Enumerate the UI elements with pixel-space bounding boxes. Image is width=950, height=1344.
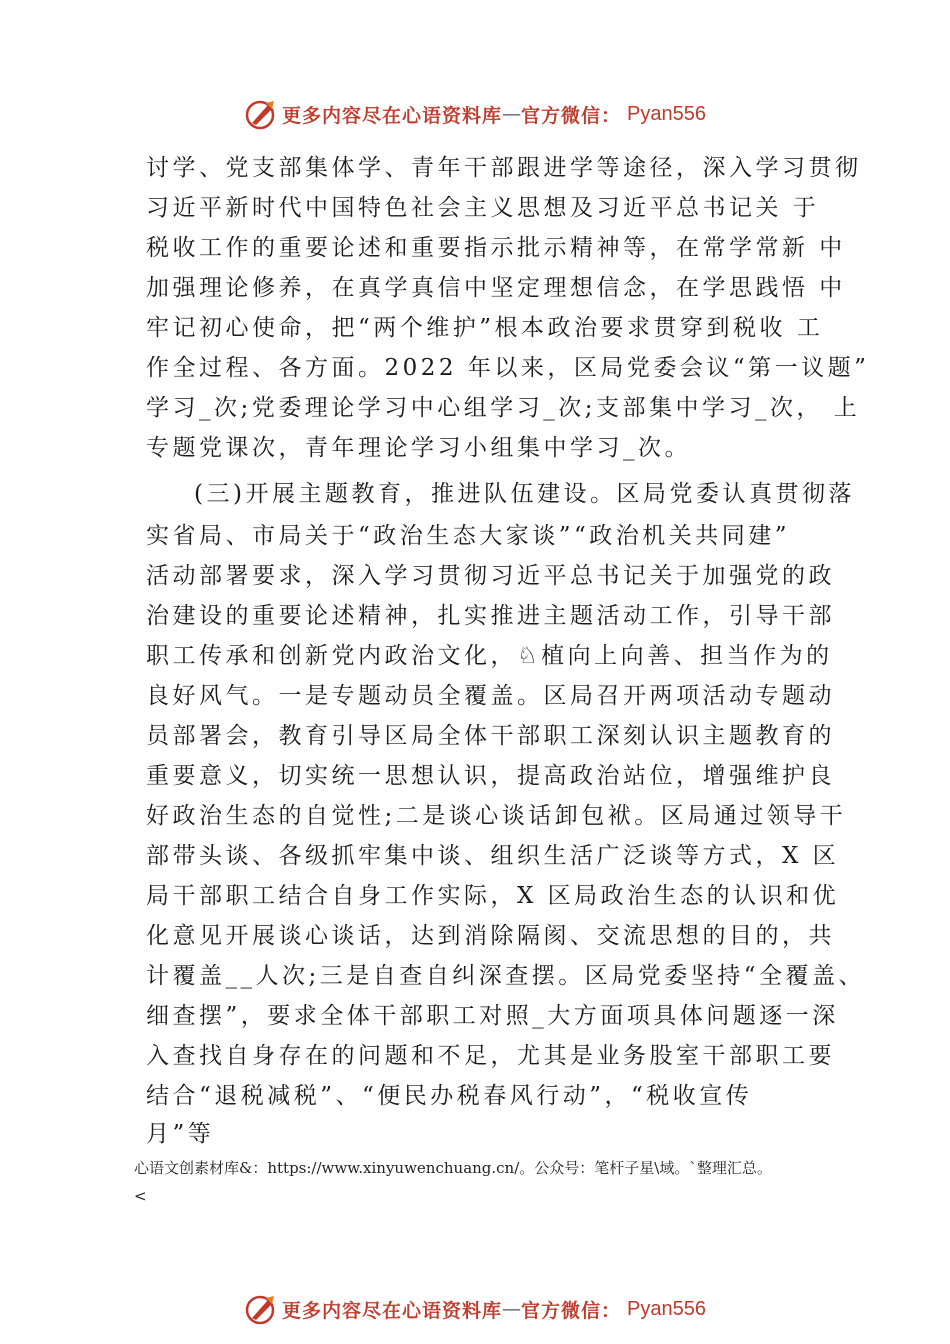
paragraph-line: 月”等 [146, 1121, 215, 1147]
banner-wechat-id: Pyan556 [627, 102, 706, 125]
paragraph-line: 部带头谈、各级抓牢集中谈、组织生活广泛谈等方式，X 区 [146, 843, 840, 869]
section-heading-line: (三)开展主题教育，推进队伍建设。区局党委认真贯彻落 [194, 481, 855, 507]
paragraph-line: 职工传承和创新党内政治文化，♘植向上向善、担当作为的 [146, 643, 833, 669]
paragraph-line: 学习_次;党委理论学习中心组学习_次;支部集中学习_次， 上 [146, 395, 861, 421]
pen-nib-logo [244, 1292, 278, 1326]
paragraph-line: 局干部职工结合自身工作实际，X 区局政治生态的认识和优 [146, 883, 840, 909]
banner-title: 更多内容尽在心语资料库 [282, 1299, 503, 1322]
paragraph-line: 税收工作的重要论述和重要指示批示精神等，在常学常新 中 [146, 235, 846, 261]
paragraph-line: 实省局、市局关于“政治生态大家谈”“政治机关共同建” [146, 523, 791, 549]
paragraph-line: 牢记初心使命，把“两个维护”根本政治要求贯穿到税收 工 [146, 315, 824, 341]
paragraph-line: 活动部署要求，深入学习贯彻习近平总书记关于加强党的政 [146, 563, 835, 589]
paragraph-line: 结合“退税减税”、“便民办税春风行动”，“税收宣传 [146, 1083, 753, 1109]
paragraph-line: 专题党课次，青年理论学习小组集中学习_次。 [146, 435, 691, 461]
paragraph-line: 讨学、党支部集体学、青年干部跟进学等途径，深入学习贯彻 [146, 155, 862, 181]
banner-separator: — [502, 1298, 522, 1320]
paragraph-line: 治建设的重要论述精神，扎实推进主题活动工作，引导干部 [146, 603, 835, 629]
banner-wechat-label: 官方微信： [521, 1299, 622, 1322]
paragraph-line: 员部署会，教育引导区局全体干部职工深刻认识主题教育的 [146, 723, 835, 749]
paragraph-line: 化意见开展谈心谈话，达到消除隔阂、交流思想的目的，共 [146, 923, 835, 949]
paragraph-line: 加强理论修养，在真学真信中坚定理想信念，在学思践悟 中 [146, 275, 846, 301]
source-note-continuation: < [134, 1187, 147, 1205]
paragraph-line: 重要意义，切实统一思想认识，提高政治站位，增强维护良 [146, 763, 835, 789]
paragraph-line: 入查找自身存在的问题和不足，尤其是业务股室干部职工要 [146, 1043, 835, 1069]
paragraph-line: 习近平新时代中国特色社会主义思想及习近平总书记关 于 [146, 195, 820, 221]
banner-title: 更多内容尽在心语资料库 [282, 104, 503, 127]
banner-wechat-label: 官方微信： [521, 104, 622, 127]
paragraph-line: 好政治生态的自觉性;二是谈心谈话卸包袱。区局通过领导干 [146, 803, 847, 829]
paragraph-line: 良好风气。一是专题动员全覆盖。区局召开两项活动专题动 [146, 683, 835, 709]
paragraph-line: 作全过程、各方面。2022 年以来，区局党委会议“第一议题” [146, 355, 870, 381]
source-note: 心语文创素材库&：https://www.xinyuwenchuang.cn/。公众号：笔杆子星\域。`整理汇总。 [134, 1159, 772, 1177]
banner-separator: — [502, 103, 522, 125]
paragraph-line: 计覆盖__人次;三是自查自纠深查摆。区局党委坚持“全覆盖、 [146, 963, 866, 989]
banner-wechat-id: Pyan556 [627, 1297, 706, 1320]
paragraph-line: 细查摆”，要求全体干部职工对照_大方面项具体问题逐一深 [146, 1003, 839, 1029]
footer-banner [0, 1289, 950, 1329]
